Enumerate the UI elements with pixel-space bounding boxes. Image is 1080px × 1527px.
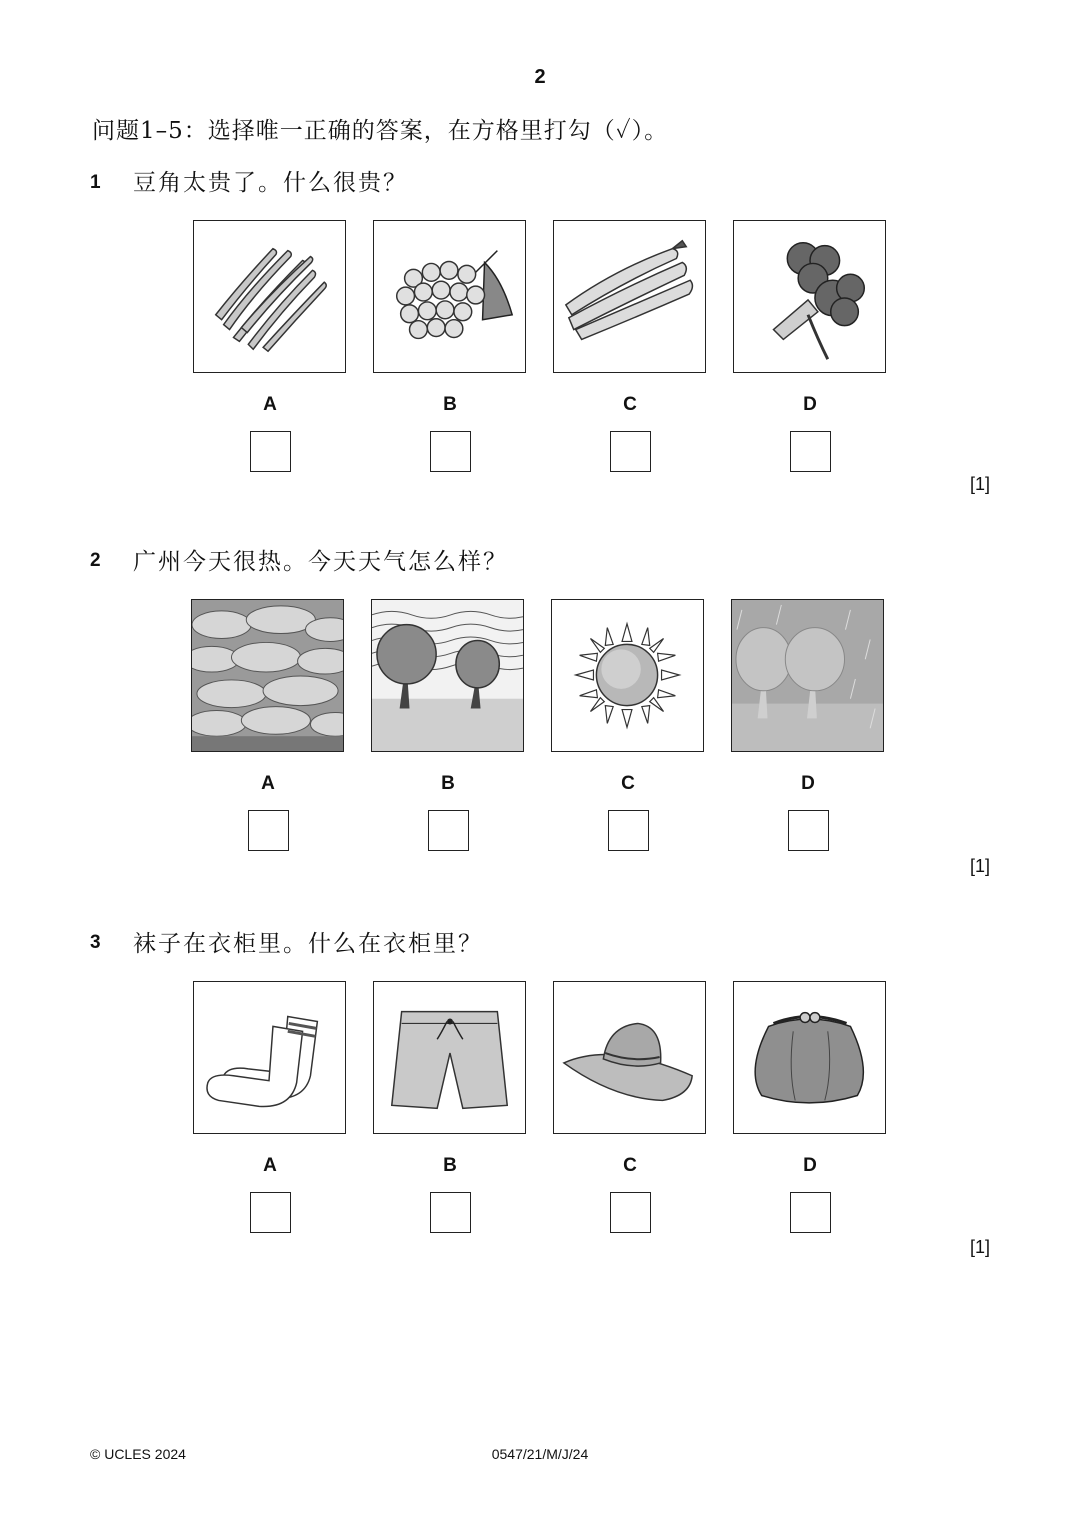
question-number: 1	[90, 172, 101, 193]
option-c-letter: C	[621, 773, 635, 794]
option-d-image	[733, 220, 886, 373]
marks-label: [1]	[969, 474, 990, 494]
answer-box-d[interactable]	[790, 1192, 831, 1233]
footer-copyright: © UCLES 2024	[90, 1446, 186, 1462]
question-text: 袜子在衣柜里。什么在衣柜里？	[133, 931, 483, 957]
page-number: 2	[534, 66, 546, 88]
marks-label: [1]	[969, 1237, 990, 1257]
instruction-text: 问题1–5：选择唯一正确的答案，在方格里打勾（✓）。	[92, 118, 669, 144]
option-d-letter: D	[803, 1155, 817, 1176]
option-d-letter: D	[803, 394, 817, 415]
windy-trees-icon	[372, 600, 523, 751]
option-c-image	[553, 981, 706, 1134]
option-b-image	[373, 220, 526, 373]
option-d-letter: D	[801, 773, 815, 794]
answer-box-d[interactable]	[790, 431, 831, 472]
sun-hat-icon	[554, 982, 705, 1133]
option-d-image	[731, 599, 884, 752]
answer-box-a[interactable]	[248, 810, 289, 851]
option-a-letter: A	[263, 394, 277, 415]
option-b-letter: B	[441, 773, 455, 794]
purse-icon	[734, 982, 885, 1133]
answer-box-b[interactable]	[428, 810, 469, 851]
broccoli-icon	[734, 221, 885, 372]
grapes-icon	[374, 221, 525, 372]
bananas-icon	[554, 221, 705, 372]
rainy-trees-icon	[732, 600, 883, 751]
answer-box-a[interactable]	[250, 431, 291, 472]
marks-label: [1]	[969, 856, 990, 876]
option-b-letter: B	[443, 1155, 457, 1176]
shorts-icon	[374, 982, 525, 1133]
footer-paper-code: 0547/21/M/J/24	[491, 1446, 589, 1462]
answer-box-a[interactable]	[250, 1192, 291, 1233]
option-c-letter: C	[623, 1155, 637, 1176]
option-d-image	[733, 981, 886, 1134]
question-number: 3	[90, 932, 101, 953]
option-c-image	[553, 220, 706, 373]
green-beans-icon	[194, 221, 345, 372]
option-a-image	[193, 981, 346, 1134]
answer-box-b[interactable]	[430, 1192, 471, 1233]
answer-box-c[interactable]	[610, 431, 651, 472]
option-a-letter: A	[261, 773, 275, 794]
question-number: 2	[90, 550, 101, 571]
option-b-image	[373, 981, 526, 1134]
answer-box-c[interactable]	[608, 810, 649, 851]
answer-box-b[interactable]	[430, 431, 471, 472]
option-b-letter: B	[443, 394, 457, 415]
option-c-letter: C	[623, 394, 637, 415]
option-a-letter: A	[263, 1155, 277, 1176]
socks-icon	[194, 982, 345, 1133]
answer-box-d[interactable]	[788, 810, 829, 851]
cloudy-icon	[192, 600, 343, 751]
answer-box-c[interactable]	[610, 1192, 651, 1233]
option-c-image	[551, 599, 704, 752]
option-a-image	[191, 599, 344, 752]
option-a-image	[193, 220, 346, 373]
question-text: 广州今天很热。今天天气怎么样？	[133, 549, 508, 575]
option-b-image	[371, 599, 524, 752]
question-text: 豆角太贵了。什么很贵？	[133, 170, 408, 196]
sun-icon	[552, 600, 703, 751]
